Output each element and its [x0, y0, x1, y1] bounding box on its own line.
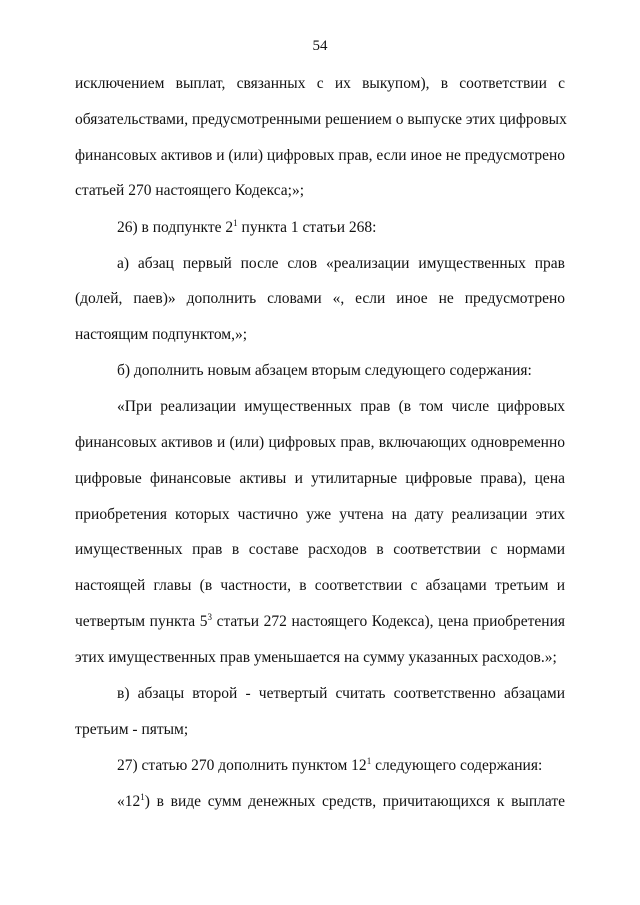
- text-line: цифровые финансовые активы и утилитарные цифровые права), цена: [75, 470, 565, 487]
- text-line: «$12^1$) в виде сумм денежных средств, причитающихся к выплате: [117, 792, 565, 810]
- text-line: настоящим подпунктом,»;: [75, 326, 248, 343]
- text-line: а) абзац первый после слов «реализации имущественных прав: [117, 255, 565, 272]
- text-line: (долей, паев)» дополнить словами «, если иное не предусмотрено: [75, 290, 565, 307]
- text-line: имущественных прав в составе расходов в соответствии с нормами: [75, 541, 565, 558]
- text-line: б) дополнить новым абзацем вторым следующего содержания:: [117, 362, 532, 379]
- text-line: финансовых активов и (или) цифровых прав, если иное не предусмотрено: [75, 147, 566, 164]
- text-line: обязательствами, предусмотренными решением о выпуске этих цифровых: [75, 111, 567, 128]
- text-line: финансовых активов и (или) цифровых прав, включающих одновременно: [75, 434, 565, 451]
- text-line: четвертым пункта $5^3$ статьи 272 настоящего Кодекса), цена приобретения: [75, 612, 566, 630]
- text-line: статьей 270 настоящего Кодекса;»;: [75, 182, 305, 199]
- page-number: 54: [312, 38, 328, 54]
- text-line: в) абзацы второй - четвертый считать соответственно абзацами: [117, 685, 565, 702]
- text-line: «При реализации имущественных прав (в том числе цифровых: [117, 398, 565, 415]
- paragraph-27: 27) статью 270 дополнить пунктом $12^1$ следующего содержания:: [117, 756, 543, 774]
- text-line: исключением выплат, связанных с их выкупом), в соответствии с: [75, 75, 565, 92]
- text-line: приобретения которых частично уже учтена на дату реализации этих: [75, 506, 565, 523]
- text-line: третьим - пятым;: [75, 721, 189, 738]
- paragraph-26: 26) в подпункте $2^1$ пункта 1 статьи 268:: [117, 218, 377, 236]
- text-line: настоящей главы (в частности, в соответствии с абзацами третьим и: [75, 577, 565, 594]
- text-line: этих имущественных прав уменьшается на сумму указанных расходов.»;: [75, 649, 557, 666]
